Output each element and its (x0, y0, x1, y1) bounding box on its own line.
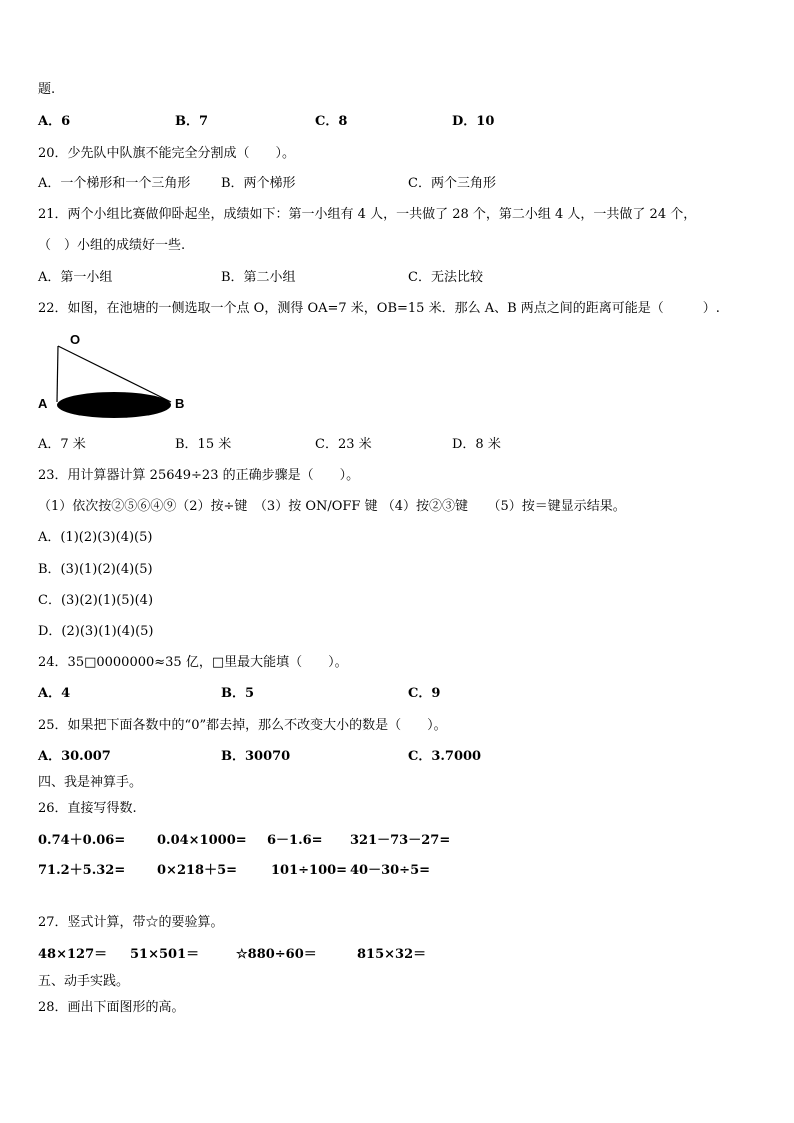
q22-option-a[interactable]: A．7 米 (38, 437, 86, 452)
q25-option-c[interactable]: C．3.7000 (408, 749, 482, 764)
q19-option-b[interactable]: B．7 (175, 114, 209, 129)
section-4-heading: 四、我是神算手。 (38, 775, 143, 790)
q24-option-a[interactable]: A．4 (38, 686, 71, 701)
q25-stem: 25．如果把下面各数中的“0”都去掉，那么不改变大小的数是（ ）。 (38, 718, 447, 733)
q22-option-c[interactable]: C．23 米 (315, 437, 372, 452)
label-a: A (38, 396, 48, 411)
q22-option-b[interactable]: B．15 米 (175, 437, 232, 452)
q21-option-a[interactable]: A．第一小组 (38, 270, 113, 285)
q22-stem: 22．如图，在池塘的一侧选取一个点 O，测得 OA=7 米，OB=15 米．那么 A、B 两点之间的距离可能是（ ）. (38, 301, 720, 316)
q28-stem: 28．画出下面图形的高。 (38, 1000, 185, 1015)
q21-option-b[interactable]: B．第二小组 (221, 270, 296, 285)
q26-item-5[interactable]: 71.2＋5.32= (38, 863, 126, 878)
q21-stem-line1: 21．两个小组比赛做仰卧起坐，成绩如下：第一小组有 4 人，一共做了 28 个，第二小组 4 人，一共做了 24 个， (38, 207, 697, 222)
pond-figure (30, 330, 210, 425)
q19-option-d[interactable]: D．10 (452, 114, 495, 129)
label-b: B (175, 396, 185, 411)
q21-option-c[interactable]: C．无法比较 (408, 270, 483, 285)
q22-option-d[interactable]: D．8 米 (452, 437, 501, 452)
q25-option-a[interactable]: A．30.007 (38, 749, 111, 764)
pond-ellipse (57, 392, 171, 418)
q27-item-3[interactable]: ☆880÷60＝ (236, 947, 317, 962)
q26-item-4[interactable]: 321－73－27= (350, 833, 451, 848)
q23-option-a[interactable]: A．(1)(2)(3)(4)(5) (38, 530, 153, 545)
q26-item-8[interactable]: 40－30÷5= (350, 863, 431, 878)
q26-item-2[interactable]: 0.04×1000= (157, 833, 247, 848)
q23-steps: （1）依次按②⑤⑥④⑨（2）按÷键 （3）按 ON/OFF 键 （4）按②③键 （5）按＝键显示结果。 (38, 499, 626, 514)
section-5-heading: 五、动手实践。 (38, 974, 130, 989)
q27-item-2[interactable]: 51×501＝ (130, 947, 200, 962)
q21-stem-line2: （ ）小组的成绩好一些. (38, 238, 186, 253)
q19-option-a[interactable]: A．6 (38, 114, 71, 129)
q26-item-7[interactable]: 101÷100= (271, 863, 348, 878)
q26-stem: 26．直接写得数. (38, 801, 137, 816)
segment-oa (57, 346, 58, 402)
q23-option-d[interactable]: D．(2)(3)(1)(4)(5) (38, 624, 154, 639)
label-o: O (70, 332, 81, 347)
q20-stem: 20．少先队中队旗不能完全分割成（ ）。 (38, 146, 296, 161)
q25-option-b[interactable]: B．30070 (221, 749, 291, 764)
q24-option-c[interactable]: C．9 (408, 686, 441, 701)
q26-item-3[interactable]: 6－1.6= (267, 833, 323, 848)
q20-option-c[interactable]: C．两个三角形 (408, 176, 496, 191)
q23-option-b[interactable]: B．(3)(1)(2)(4)(5) (38, 562, 153, 577)
q23-stem: 23．用计算器计算 25649÷23 的正确步骤是（ ）。 (38, 468, 360, 483)
q26-item-1[interactable]: 0.74＋0.06= (38, 833, 126, 848)
q19-option-c[interactable]: C．8 (315, 114, 348, 129)
q27-stem: 27．竖式计算，带☆的要验算。 (38, 915, 224, 930)
q24-option-b[interactable]: B．5 (221, 686, 255, 701)
q23-option-c[interactable]: C．(3)(2)(1)(5)(4) (38, 593, 154, 608)
q26-item-6[interactable]: 0×218＋5= (157, 863, 238, 878)
q20-option-b[interactable]: B．两个梯形 (221, 176, 296, 191)
q24-stem: 24．35□0000000≈35 亿，□里最大能填（ ）。 (38, 655, 348, 670)
q27-item-1[interactable]: 48×127＝ (38, 947, 108, 962)
q20-option-a[interactable]: A．一个梯形和一个三角形 (38, 176, 191, 191)
q19-continuation: 题. (38, 82, 56, 97)
q27-item-4[interactable]: 815×32＝ (357, 947, 427, 962)
